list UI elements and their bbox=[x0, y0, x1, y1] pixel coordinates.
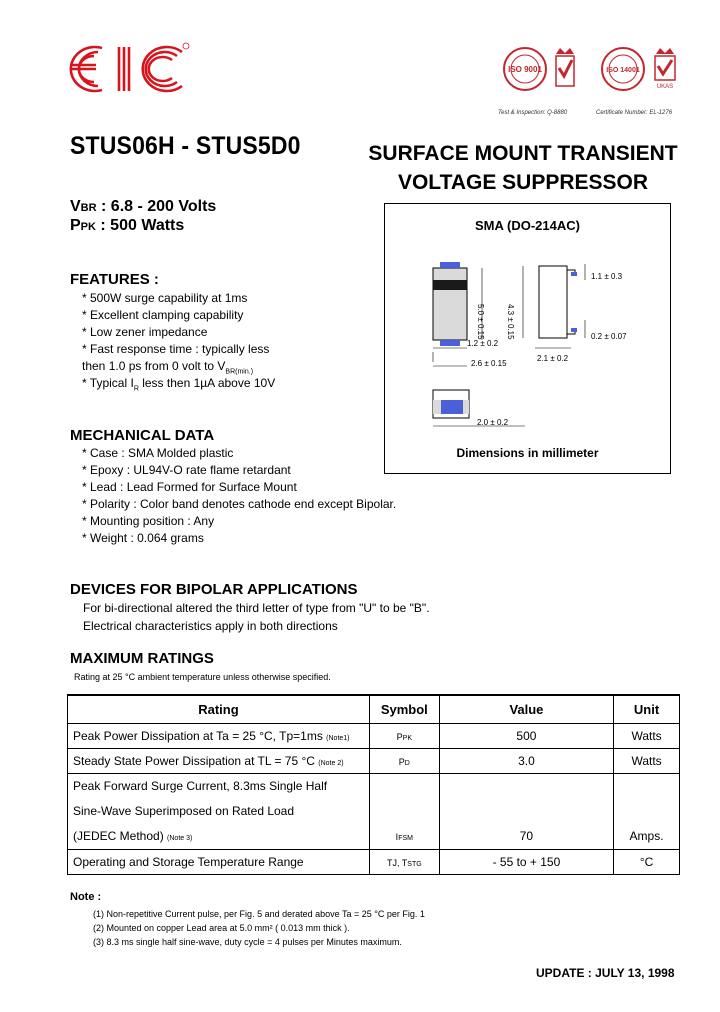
bipolar-heading: DEVICES FOR BIPOLAR APPLICATIONS bbox=[70, 581, 358, 598]
ukas-text: UKAS bbox=[656, 84, 674, 90]
ppk-subscript: PK bbox=[80, 221, 96, 233]
unit-cell: °C bbox=[614, 850, 680, 875]
description-line-2: VOLTAGE SUPPRESSOR bbox=[397, 171, 649, 194]
feature-item: * Low zener impedance bbox=[82, 325, 208, 339]
value-cell: 70 bbox=[439, 774, 613, 850]
rating-cell: Steady State Power Dissipation at TL = 75 °C (Note 2) bbox=[68, 749, 370, 774]
ukas-badge bbox=[650, 44, 680, 92]
dim-e: 1.2 ± 0.2 bbox=[467, 339, 499, 348]
mechanical-item: * Lead : Lead Formed for Surface Mount bbox=[82, 480, 297, 494]
eic-logo bbox=[64, 38, 194, 100]
mechanical-item: * Mounting position : Any bbox=[82, 514, 215, 528]
table-header-row bbox=[68, 695, 680, 724]
feature-item bbox=[82, 376, 275, 392]
dim-f: 2.6 ± 0.15 bbox=[471, 359, 507, 368]
feature-item: * 500W surge capability at 1ms bbox=[82, 291, 248, 305]
feature-subscript: R bbox=[133, 385, 139, 393]
package-diagram-box bbox=[384, 203, 671, 474]
unit-cell: Amps. bbox=[614, 774, 680, 850]
features-heading: FEATURES : bbox=[70, 271, 159, 288]
table-row bbox=[68, 774, 680, 850]
notes-heading: Note : bbox=[70, 891, 102, 903]
symbol-cell: IFSM bbox=[369, 774, 439, 850]
col-unit: Unit bbox=[614, 695, 680, 724]
vbr-value: : 6.8 - 200 Volts bbox=[101, 198, 217, 215]
feature-item: * Fast response time : typically less bbox=[82, 342, 270, 356]
mechanical-item: * Case : SMA Molded plastic bbox=[82, 446, 234, 460]
table-row bbox=[68, 724, 680, 749]
dim-c: 4.3 ± 0.15 bbox=[506, 304, 515, 340]
unit-cell: Watts bbox=[614, 749, 680, 774]
table-row bbox=[68, 749, 680, 774]
value-cell: 500 bbox=[439, 724, 613, 749]
package-drawing bbox=[385, 204, 672, 444]
iso-14001-badge bbox=[600, 46, 646, 92]
iso-9001-text: ISO 9001 bbox=[508, 65, 542, 74]
symbol-cell: TJ, TSTG bbox=[369, 850, 439, 875]
bipolar-line-1: For bi-directional altered the third letter of type from "U" to be "B". bbox=[83, 601, 430, 615]
ratings-heading: MAXIMUM RATINGS bbox=[70, 650, 214, 667]
dim-g: 2.1 ± 0.2 bbox=[537, 354, 569, 363]
unit-cell: Watts bbox=[614, 724, 680, 749]
feature-text: * Typical I bbox=[82, 376, 134, 390]
dim-b: 5.0 ± 0.15 bbox=[476, 304, 485, 340]
description-line-1: SURFACE MOUNT TRANSIENT bbox=[368, 142, 678, 165]
rating-cell: Peak Forward Surge Current, 8.3ms Single Half Sine-Wave Superimposed on Rated Load (JEDEC Method) (Note 3) bbox=[68, 774, 370, 850]
crown-check-icon bbox=[552, 44, 578, 92]
package-title: SMA (DO-214AC) bbox=[475, 218, 580, 233]
feature-item bbox=[82, 359, 253, 375]
symbol-cell: PD bbox=[369, 749, 439, 774]
ratings-table bbox=[67, 694, 680, 875]
vbr-spec bbox=[70, 198, 216, 216]
qs-label: Test & Inspection: Q-8880 bbox=[498, 110, 568, 116]
part-range-title: STUS06H - STUS5D0 bbox=[70, 132, 301, 160]
ppk-spec bbox=[70, 217, 184, 235]
feature-subscript: BR(min.) bbox=[225, 368, 254, 376]
rating-cell: Peak Power Dissipation at Ta = 25 °C, Tp=1ms (Note1) bbox=[68, 724, 370, 749]
iso-14001-text: ISO 14001 bbox=[606, 67, 640, 74]
table-row bbox=[68, 850, 680, 875]
note-1: (1) Non-repetitive Current pulse, per Fig. 5 and derated above Ta = 25 °C per Fig. 1 bbox=[93, 909, 425, 919]
value-cell: 3.0 bbox=[439, 749, 613, 774]
certification-panel bbox=[498, 44, 682, 122]
note-3: (3) 8.3 ms single half sine-wave, duty cycle = 4 pulses per Minutes maximum. bbox=[93, 937, 402, 947]
dim-h: 2.0 ± 0.2 bbox=[477, 418, 509, 427]
symbol-cell: PPK bbox=[369, 724, 439, 749]
value-cell: - 55 to + 150 bbox=[439, 850, 613, 875]
iso-9001-badge bbox=[502, 46, 548, 92]
feature-text-rest: less then 1µA above 10V bbox=[138, 376, 276, 390]
certificate-label: Certificate Number: EL-1276 bbox=[596, 110, 673, 116]
vbr-subscript: BR bbox=[80, 202, 97, 214]
mechanical-item: * Polarity : Color band denotes cathode end except Bipolar. bbox=[82, 497, 397, 511]
mechanical-heading: MECHANICAL DATA bbox=[70, 427, 215, 444]
update-date: UPDATE : JULY 13, 1998 bbox=[536, 966, 675, 980]
col-symbol: Symbol bbox=[369, 695, 439, 724]
ppk-value: : 500 Watts bbox=[100, 217, 185, 234]
col-value: Value bbox=[439, 695, 613, 724]
dim-d: 0.2 ± 0.07 bbox=[591, 332, 627, 341]
dim-a: 1.1 ± 0.3 bbox=[591, 272, 623, 281]
bipolar-line-2: Electrical characteristics apply in both directions bbox=[83, 619, 338, 633]
ppk-symbol: P bbox=[70, 217, 81, 234]
ratings-note: Rating at 25 °C ambient temperature unless otherwise specified. bbox=[74, 672, 331, 682]
package-caption: Dimensions in millimeter bbox=[456, 446, 599, 460]
note-2: (2) Mounted on copper Lead area at 5.0 mm² ( 0.013 mm thick ). bbox=[93, 923, 350, 933]
feature-item: * Excellent clamping capability bbox=[82, 308, 244, 322]
feature-text: then 1.0 ps from 0 volt to V bbox=[82, 359, 226, 373]
rating-cell: Operating and Storage Temperature Range bbox=[68, 850, 370, 875]
mechanical-item: * Weight : 0.064 grams bbox=[82, 531, 204, 545]
cathode-band bbox=[433, 280, 467, 290]
mechanical-item: * Epoxy : UL94V-O rate flame retardant bbox=[82, 463, 291, 477]
vbr-symbol: V bbox=[70, 198, 81, 215]
col-rating: Rating bbox=[68, 695, 370, 724]
